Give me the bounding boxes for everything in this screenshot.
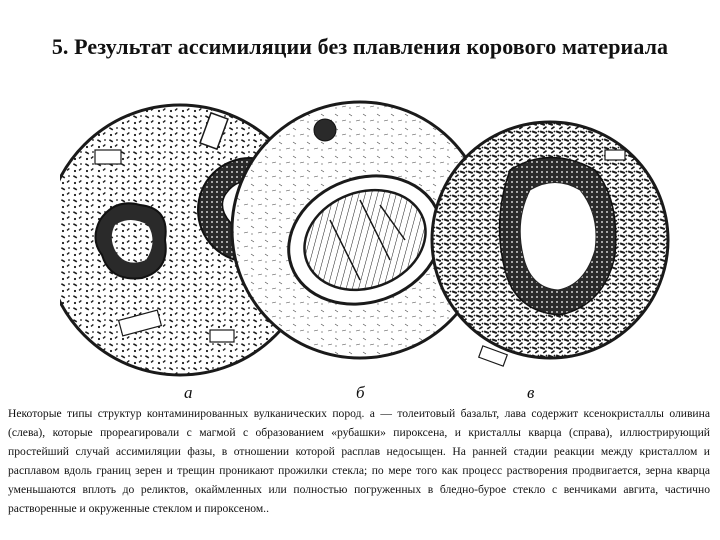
thin-section-figure (60, 90, 670, 400)
figure-label-a: а (184, 383, 193, 402)
figure-label-b: б (356, 383, 365, 402)
page-title: 5. Результат ассимиляции без плавления корового материала (51, 34, 669, 59)
figure-label-c: в (527, 383, 535, 402)
thin-section-c (432, 122, 668, 366)
figure-caption: Некоторые типы структур контаминированных вулканических пород. а — толеитовый базальт, лава содержит ксенокристаллы оливина (слева), которые прореагировали с магмой с образованием «рубашки» пироксена, и кристаллы кварца (справа), иллюстрирующий простейший случай ассимиляции фазы, в отношении которой расплав недосыщен. На ранней стадии реакции между кристаллом и расплавом вдоль границ зерен и трещин проникают прожилки стекла; по мере того как процесс растворения продвигается, зерна кварца уменьшаются вплоть до реликтов, окаймленных или полностью погруженных в бледно-бурое стекло с венчиками авгита, частично растворенные и окруженные стеклом и пироксеном.. (8, 407, 710, 515)
